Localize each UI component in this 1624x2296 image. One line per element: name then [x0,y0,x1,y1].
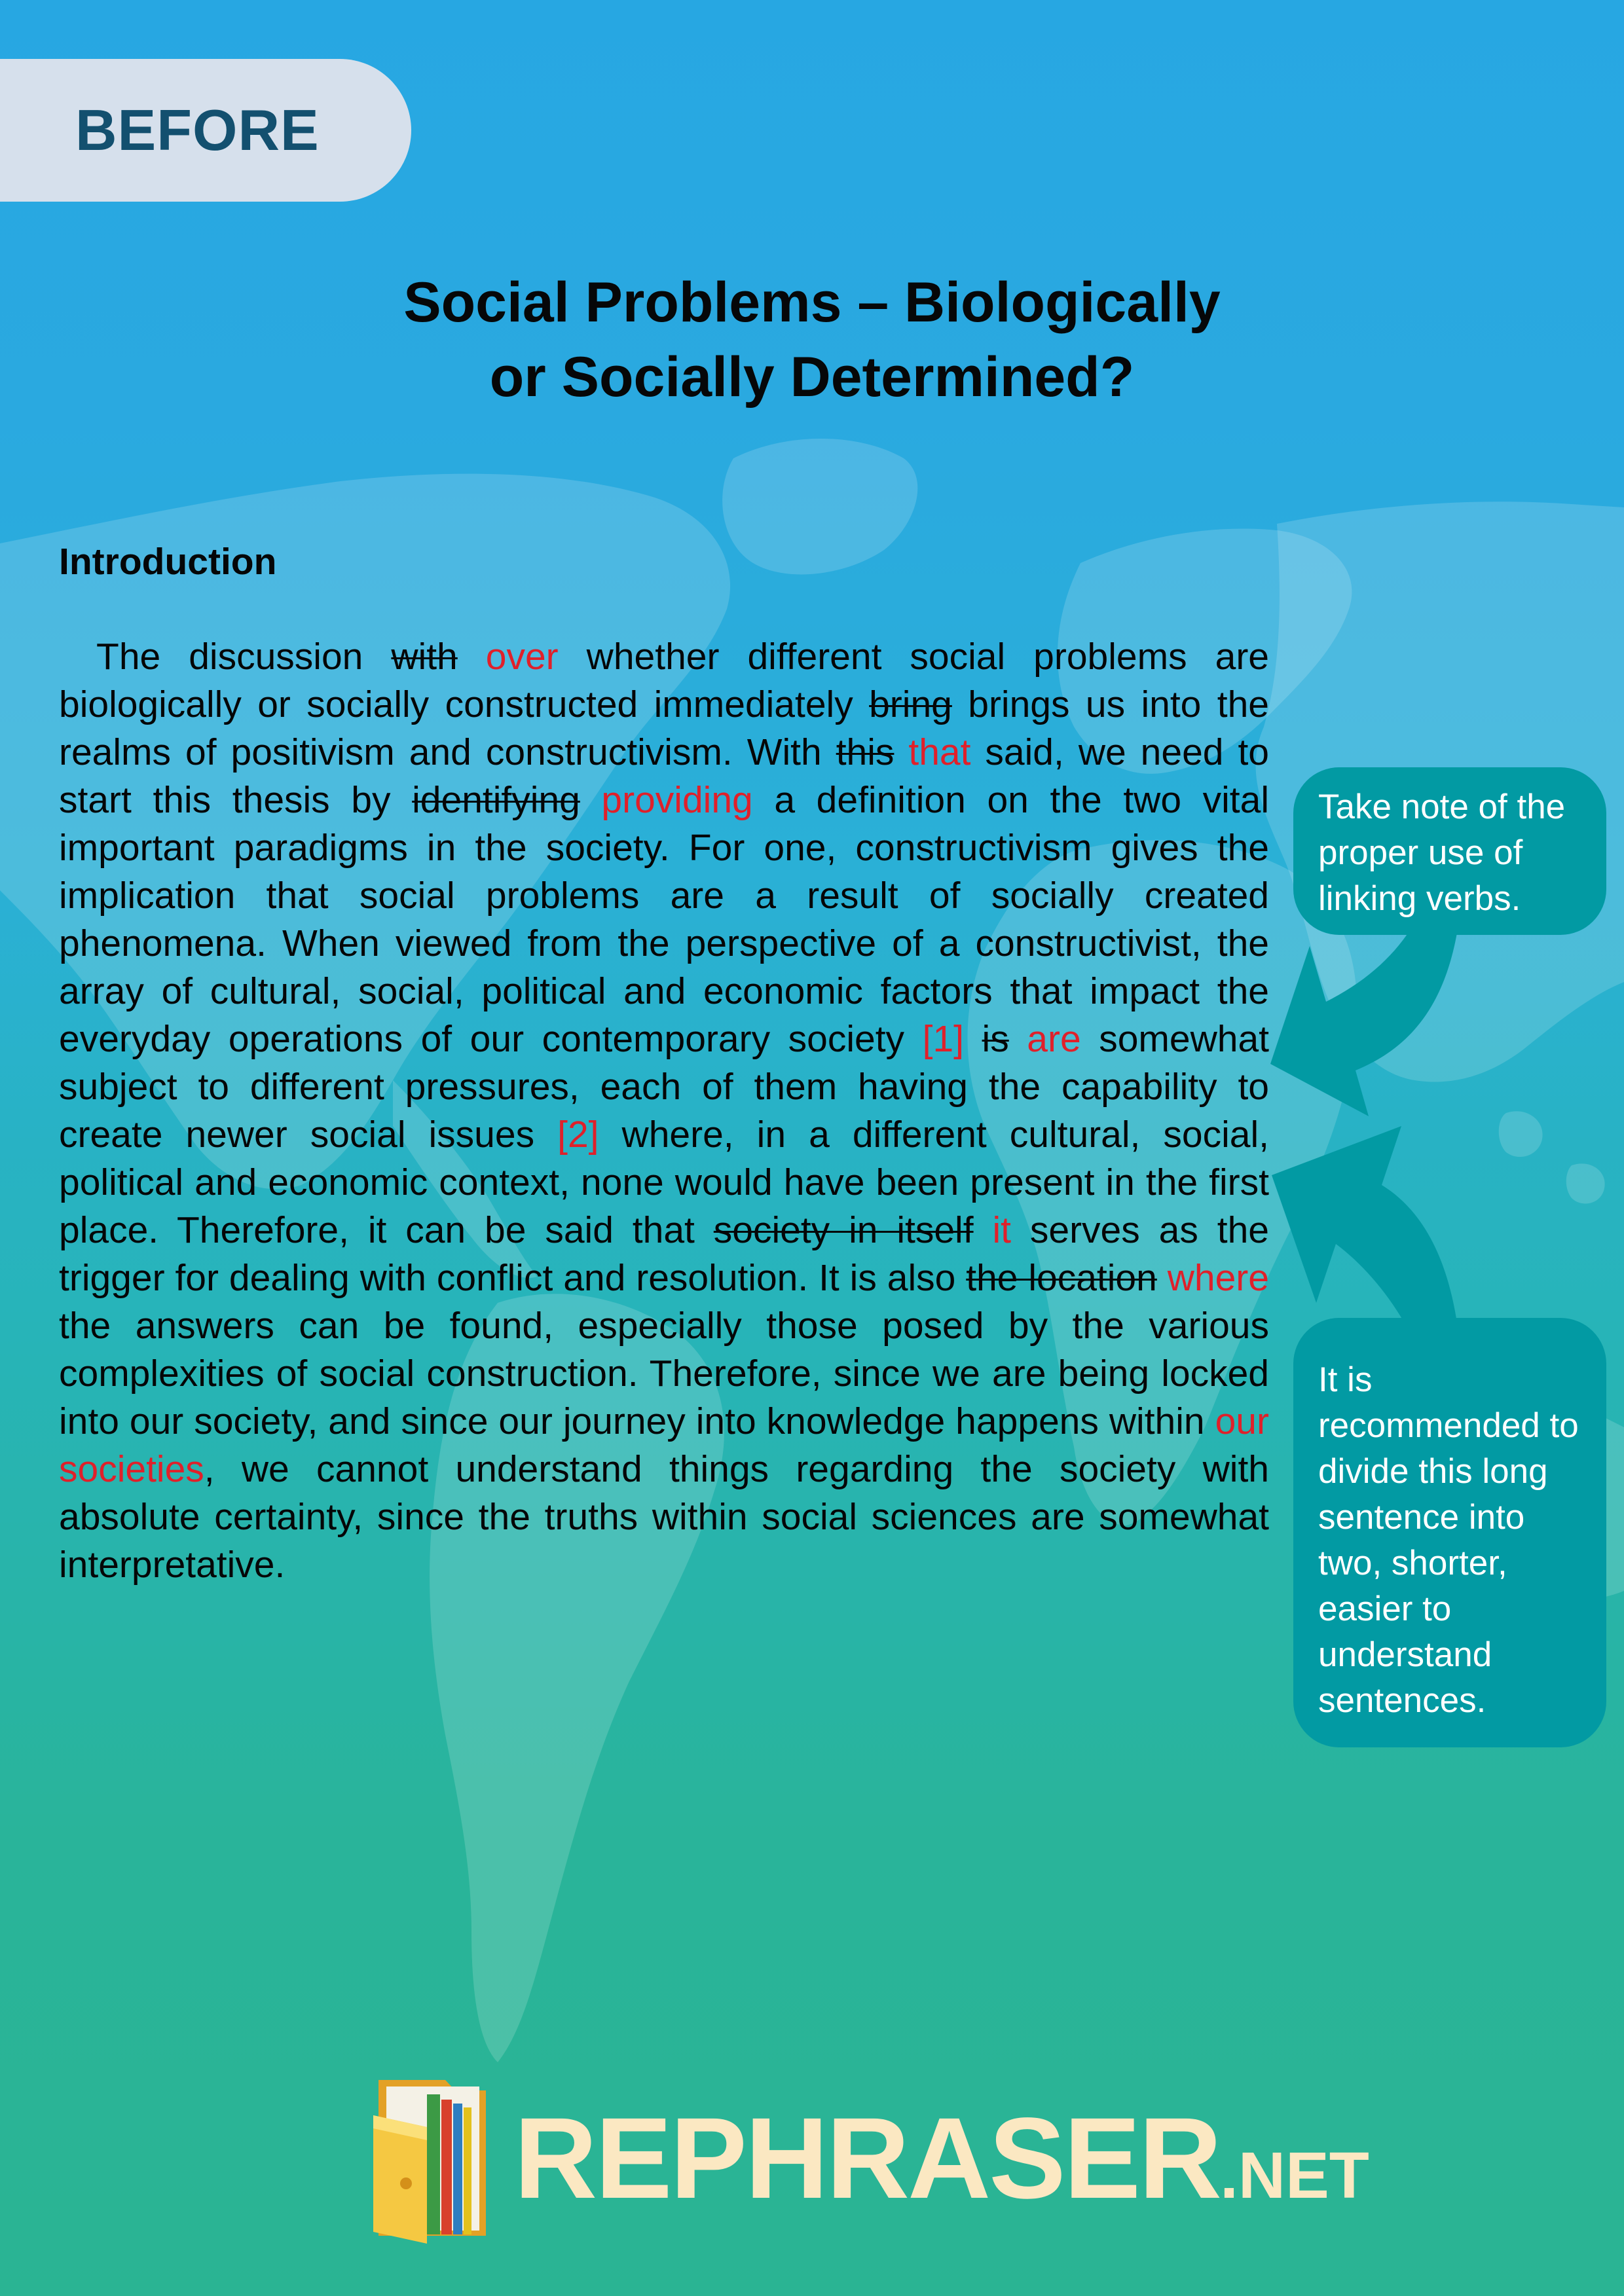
introduction-paragraph: The discussion with over whether different social problems are biologically or socially constructed immediately bring brings us into the realms of positivism and constructivism. With this that said, we need to start this thesis by identifying providing a definition on the two vital important paradigms in the society. For one, constructivism gives the implication that social problems are a result of socially created phenomena. When viewed from the perspective of a constructivist, the array of cultural, social, political and economic factors that impact the everyday operations of our contemporary society [1] is are somewhat subject to different pressures, each of them having the capability to create newer social issues [2] where, in a different cultural, social, political and economic context, none would have been present in the first place. Therefore, it can be said that society in itself it serves as the trigger for dealing with conflict and resolution. It is also the location where the answers can be found, especially those posed by the various complexities of social construction. Therefore, since we are being locked into our society, and since our journey into knowledge happens within our societies, we cannot understand things regarding the society with absolute certainty, since the truths within social sciences are somewhat interpretative. [59,636,1270,1586]
title-line-1: Social Problems – Biologically [403,271,1221,334]
arrow-1-icon [1270,923,1457,1116]
inserted-correction: where [1167,1257,1269,1299]
inserted-correction: are [1027,1018,1081,1060]
struck-original-text: society in itself [713,1209,974,1251]
inserted-correction: [1] [922,1018,964,1060]
inserted-correction: [2] [557,1114,599,1156]
folder-icon [367,2072,498,2246]
annotation-note-long-sentence: It is recommended to divide this long sentence into two, shorter, easier to understand sentences. [1293,1318,1606,1747]
struck-original-text: this [836,731,895,773]
struck-original-text: bring [869,683,952,725]
struck-original-text: with [391,636,458,678]
rephraser-logo [367,2072,1369,2246]
logo-suffix: .NET [1220,2139,1369,2212]
struck-original-text: the location [966,1257,1157,1299]
logo-wordmark [514,2072,1369,2263]
arrow-2-icon [1272,1126,1457,1329]
inserted-correction: over [485,636,559,678]
struck-original-text: is [982,1018,1009,1060]
before-label: BEFORE [75,98,320,162]
annotation-note-linking-verbs: Take note of the proper use of linking verbs. [1293,767,1606,935]
struck-original-text: identifying [412,779,580,821]
section-heading: Introduction [59,541,277,583]
inserted-correction: providing [601,779,753,821]
inserted-correction: our societies [59,1400,1269,1490]
logo-brand: REPHRASER [514,2094,1221,2223]
inserted-correction: that [908,731,971,773]
title-line-2: or Socially Determined? [489,346,1135,409]
inserted-correction: it [992,1209,1011,1251]
